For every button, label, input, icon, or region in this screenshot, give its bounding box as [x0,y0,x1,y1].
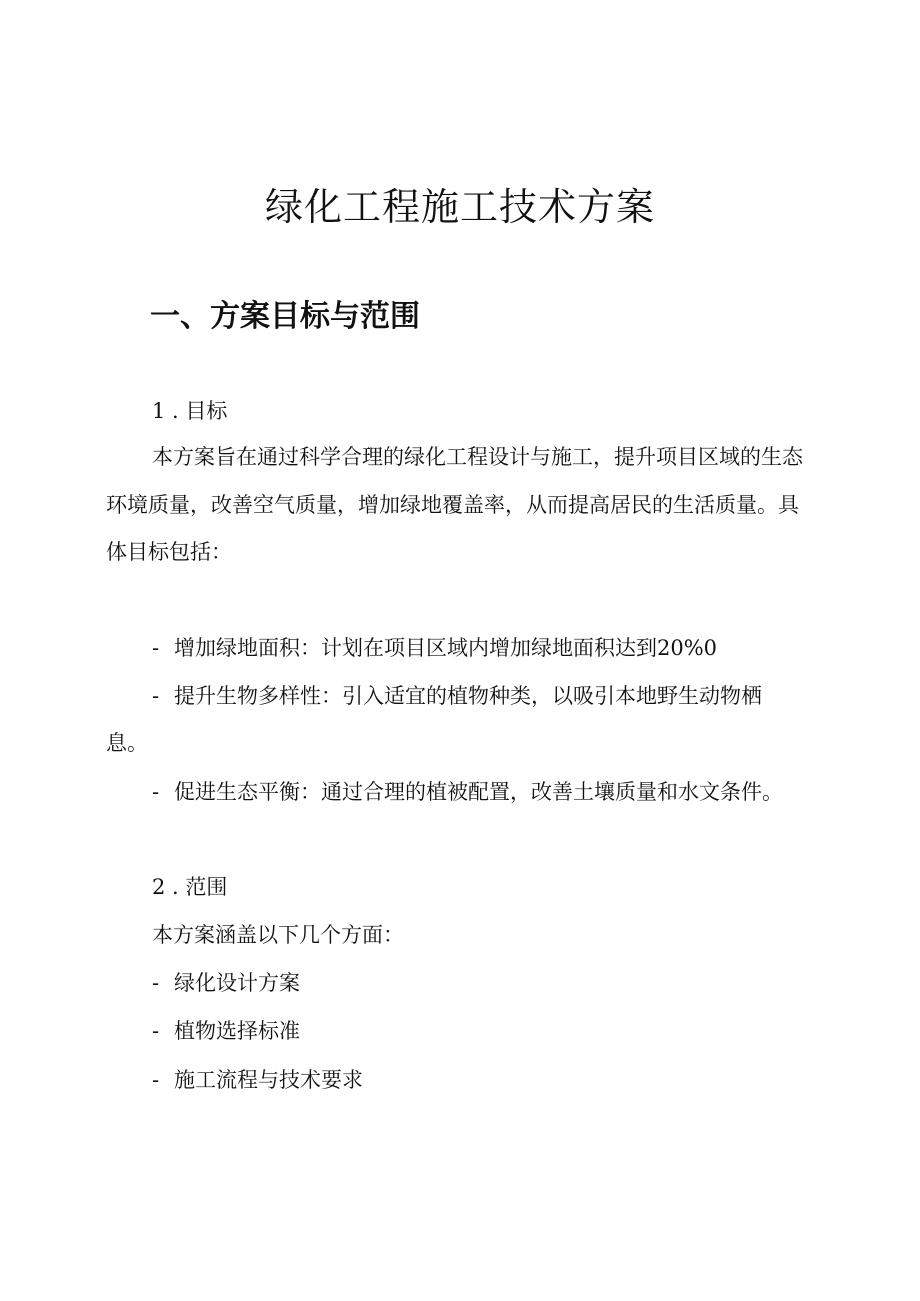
list-item-text: 绿化设计方案 [174,971,300,995]
section-heading: 一、方案目标与范围 [150,299,420,334]
list-item-text: 增加绿地面积：计划在项目区域内增加绿地面积达到20%0 [174,636,718,660]
paragraph-line-3: 体目标包括： [106,540,232,564]
document-title: 绿化工程施工技术方案 [264,185,655,229]
paragraph-line-1: 本方案旨在通过科学合理的绿化工程设计与施工，提升项目区域的生态 [152,445,803,469]
list-item-text: 植物选择标准 [174,1019,300,1043]
list-dash: - [152,1019,160,1043]
list-item-text: 施工流程与技术要求 [174,1068,363,1092]
list-item [152,681,762,711]
scope-intro: 本方案涵盖以下几个方面： [152,923,404,947]
subsection-heading-goal: 1 . 目标 [152,399,228,423]
list-item [152,968,300,998]
list-dash: - [152,684,160,708]
list-dash: - [152,1068,160,1092]
subsection-heading-scope: 2 . 范围 [152,875,228,899]
list-item [152,633,717,663]
list-dash: - [152,971,160,995]
list-item-text: 提升生物多样性：引入适宜的植物种类，以吸引本地野生动物栖 [174,684,762,708]
paragraph-line-2: 环境质量，改善空气质量，增加绿地覆盖率，从而提高居民的生活质量。具 [106,493,799,517]
list-item-text: 促进生态平衡：通过合理的植被配置，改善土壤质量和水文条件。 [174,780,783,804]
list-dash: - [152,780,160,804]
list-item-continuation: 息。 [106,731,148,755]
list-item [152,1065,363,1095]
list-item [152,1016,300,1046]
list-item [152,777,783,807]
list-dash: - [152,636,160,660]
